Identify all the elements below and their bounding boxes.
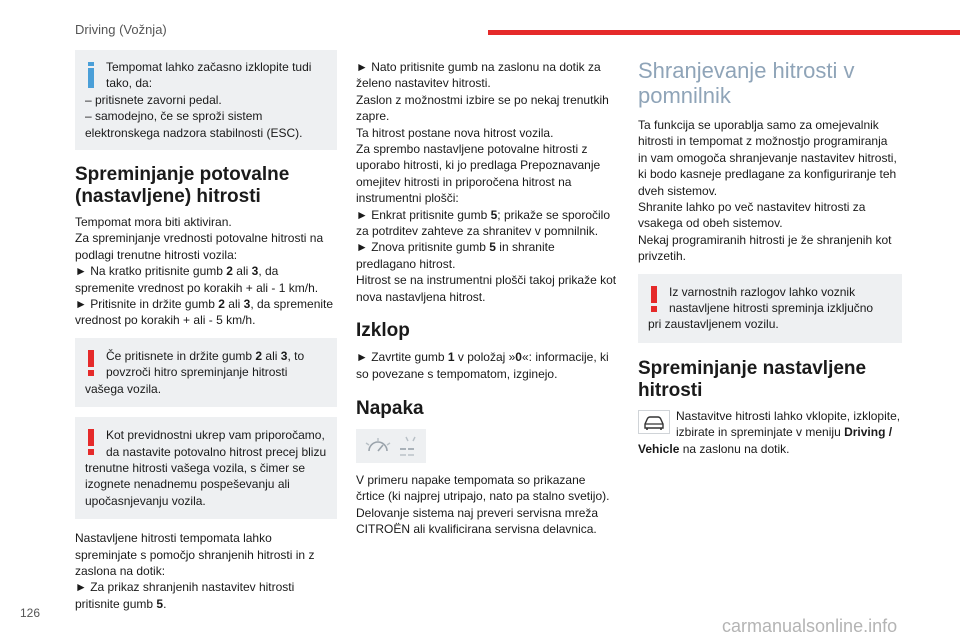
text-run: ► Pritisnite in držite gumb xyxy=(75,297,219,312)
text-run: ali xyxy=(262,348,281,363)
text-line xyxy=(356,239,621,255)
text-line: Ta funkcija se uporablja samo za omejevalnik xyxy=(638,118,879,132)
warning-box xyxy=(75,338,337,407)
text-line: da nastavite potovalno hitrost precej blizu xyxy=(106,444,327,459)
text-line: CITROËN ali kvalificirana servisna delavnica. xyxy=(356,522,597,537)
column-1 xyxy=(75,50,337,612)
paragraph xyxy=(356,349,621,382)
bold-run: 5 xyxy=(156,596,164,611)
text-run: ; prikaže se sporočilo xyxy=(497,207,611,222)
text-run: na zaslonu na dotik. xyxy=(679,441,790,456)
info-line: – pritisnete zavorni pedal. xyxy=(85,92,222,107)
running-header: Driving (Vožnja) xyxy=(75,22,167,37)
title-line: Shranjevanje hitrosti v xyxy=(638,58,855,83)
paragraph xyxy=(638,408,902,457)
text-line: črtice (ki najprej utripajo, nato pa stalno svetijo). xyxy=(356,489,610,504)
text-line: Nastavljene hitrosti tempomata lahko xyxy=(75,531,272,546)
text-line: nastavljene hitrosti spreminja izključno xyxy=(669,301,874,316)
text-run: in shranite xyxy=(495,240,555,255)
text-line: ki bodo kasneje predlagane za konfiguriranje teh xyxy=(638,167,897,182)
text-line: instrumentni plošči: xyxy=(356,191,459,206)
text-run: izbirate in spreminjate v meniju xyxy=(676,425,845,440)
text-line: Delovanje sistema naj preveri servisna mreža xyxy=(356,505,599,520)
text-run: , da spremenite xyxy=(250,297,334,312)
title-line: pomnilnik xyxy=(638,83,731,108)
header-accent-bar xyxy=(488,30,960,35)
info-line: Tempomat lahko začasno izklopite tudi xyxy=(106,60,312,74)
text-line xyxy=(638,441,902,457)
text-line: spremenite vrednost po korakih + ali - 1 km/h. xyxy=(75,280,319,295)
bold-run: 5 xyxy=(490,207,498,222)
text-line: Za sprembo nastavljene potovalne hitrosti z xyxy=(356,142,588,157)
text-line: vsakega od obeh sistemov. xyxy=(638,216,783,231)
text-line: ► Za prikaz shranjenih nastavitev hitrosti xyxy=(75,580,295,595)
text-line: zaslona na dotik: xyxy=(75,563,166,578)
bold-run: 2 xyxy=(255,348,263,363)
bold-run: 3 xyxy=(243,297,251,312)
warning-icon xyxy=(85,429,97,455)
text-line: V primeru napake tempomata so prikazane xyxy=(356,472,586,487)
bold-run: 0 xyxy=(515,350,522,365)
text-line xyxy=(356,349,621,365)
speedometer-dashes-icon xyxy=(356,429,426,463)
paragraph xyxy=(356,59,621,305)
section-title xyxy=(638,58,902,108)
text-line: Hitrost se na instrumentni plošči takoj prikaže kot xyxy=(356,273,617,288)
text-run: v položaj » xyxy=(454,350,516,365)
text-line: spreminjate s pomočjo shranjenih hitrosti in z xyxy=(75,547,315,562)
text-line: Kot previdnostni ukrep vam priporočamo, xyxy=(106,428,325,443)
bold-run: Driving / xyxy=(844,425,893,440)
warning-icon xyxy=(648,286,660,312)
text-run: ► Na kratko pritisnite gumb xyxy=(75,264,227,279)
warning-icon xyxy=(85,350,97,376)
paragraph xyxy=(638,117,902,265)
text-run: ► Zavrtite gumb xyxy=(356,350,448,365)
text-line xyxy=(638,424,902,440)
text-line: Ta hitrost postane nova hitrost vozila. xyxy=(356,125,554,140)
text-line: dveh sistemov. xyxy=(638,183,718,198)
text-run: , to xyxy=(287,348,305,363)
text-line: Iz varnostnih razlogov lahko voznik xyxy=(669,284,856,299)
bold-run: 5 xyxy=(489,240,496,255)
text-line: upočasnjevanju vozila. xyxy=(85,493,206,508)
text-line xyxy=(75,263,337,279)
text-line: nova nastavljena hitrost. xyxy=(356,289,486,304)
text-run: ► Znova pritisnite gumb xyxy=(356,240,490,255)
text-line: omejitev hitrosti in priporočena hitrost na xyxy=(356,174,572,189)
text-run: pritisnite gumb xyxy=(75,596,157,611)
text-line: predlagano hitrost. xyxy=(356,256,456,271)
text-line: so povezane s tempomatom, izginejo. xyxy=(356,366,558,381)
text-line: Za spreminjanje vrednosti potovalne hitrosti na xyxy=(75,231,324,246)
column-2 xyxy=(356,59,621,538)
text-line: izognete nenadnemu pospeševanju ali xyxy=(85,477,290,492)
bold-run: 3 xyxy=(251,264,259,279)
section-heading: Izklop xyxy=(356,320,410,342)
text-line: pri zaustavljenem vozilu. xyxy=(648,317,779,332)
bold-run: Vehicle xyxy=(638,441,680,456)
bold-run: 1 xyxy=(447,350,455,365)
text-line: vašega vozila. xyxy=(85,381,162,396)
paragraph xyxy=(356,472,621,538)
info-line: – samodejno, če se sproži sistem xyxy=(85,109,263,124)
heading-line: hitrosti xyxy=(638,379,703,401)
text-line: zapre. xyxy=(356,109,390,124)
info-icon xyxy=(85,62,97,88)
watermark: carmanualsonline.info xyxy=(722,616,898,636)
text-line: želeno nastavitev hitrosti. xyxy=(356,76,491,91)
text-run: . xyxy=(163,596,167,611)
text-line: vrednost po korakih + ali - 5 km/h. xyxy=(75,313,256,328)
section-heading xyxy=(75,164,337,208)
text-line: podlagi trenutne hitrosti vozila: xyxy=(75,247,238,262)
bold-run: 3 xyxy=(280,348,288,363)
paragraph xyxy=(75,530,337,612)
text-run: «: informacije, ki xyxy=(521,350,609,365)
section-heading: Napaka xyxy=(356,397,424,419)
car-icon xyxy=(638,410,670,434)
text-line: ► Nato pritisnite gumb na zaslonu na dotik za xyxy=(356,60,601,74)
text-run: ali xyxy=(224,297,244,312)
info-box xyxy=(75,50,337,150)
bold-run: 2 xyxy=(218,297,225,312)
warning-box xyxy=(75,417,337,519)
text-line xyxy=(75,596,337,612)
text-line: hitrosti in tempomat z možnostjo programiranja xyxy=(638,134,888,149)
text-line xyxy=(75,296,337,312)
text-run: Če pritisnete in držite gumb xyxy=(106,348,256,363)
text-run: ali xyxy=(232,264,252,279)
info-line: elektronskega nadzora stabilnosti (ESC). xyxy=(85,125,303,140)
text-line: privzetih. xyxy=(638,249,687,264)
text-line: in vam omogoča shranjevanje nastavitev hitrosti, xyxy=(638,150,897,165)
cruise-control-fault-icon xyxy=(356,429,426,463)
text-line: Zaslon z možnostmi izbire se po nekaj trenutkih xyxy=(356,92,609,107)
heading-line: Spreminjanje nastavljene xyxy=(638,357,867,379)
section-heading xyxy=(638,358,902,402)
page-number: 126 xyxy=(20,606,41,620)
text-line: Nastavitve hitrosti lahko vklopite, izklopite, xyxy=(676,408,901,423)
heading-line: Spreminjanje potovalne xyxy=(75,164,290,186)
text-line: uporabo hitrosti, ki jo predlaga Prepoznavanje xyxy=(356,158,601,173)
column-3 xyxy=(638,58,902,457)
text-run: ► Enkrat pritisnite gumb xyxy=(356,207,491,222)
text-line xyxy=(85,348,327,364)
heading-line: (nastavljene) hitrosti xyxy=(75,186,261,208)
text-run: , da xyxy=(258,264,279,279)
text-line: Shranite lahko po več nastavitev hitrosti za xyxy=(638,200,866,215)
bold-run: 2 xyxy=(226,264,233,279)
text-line xyxy=(356,207,621,223)
info-line: tako, da: xyxy=(106,76,153,91)
warning-box xyxy=(638,274,902,343)
text-line: Nekaj programiranih hitrosti je že shranjenih kot xyxy=(638,232,892,247)
text-line: za potrditev zahteve za shranitev v pomnilnik. xyxy=(356,224,599,239)
text-line: trenutne hitrosti vašega vozila, s čimer se xyxy=(85,460,306,475)
text-line: povzroči hitro spreminjanje hitrosti xyxy=(106,365,288,380)
paragraph xyxy=(75,214,337,329)
text-line: Tempomat mora biti aktiviran. xyxy=(75,215,232,230)
